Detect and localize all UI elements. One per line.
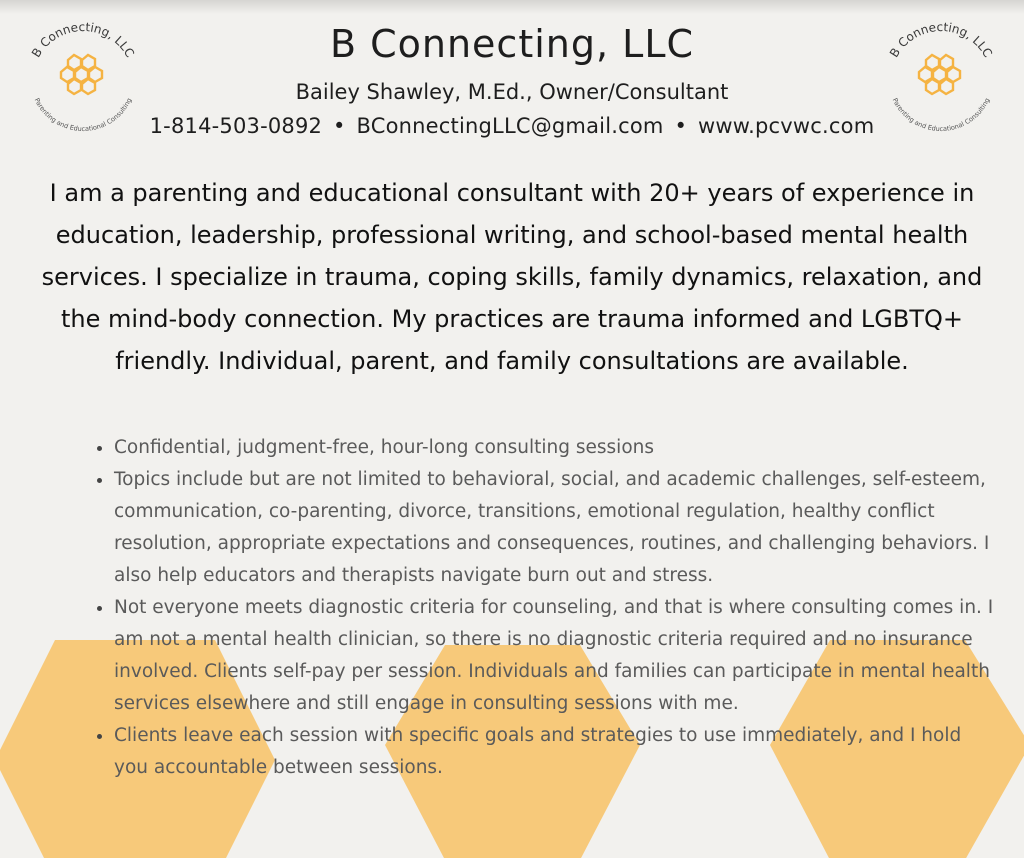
- header: [0, 18, 1024, 142]
- list-item: • Topics include but are not limited to behavioral, social, and academic challenges, self-esteem, communication, co-parenting, divorce, transitions, emotional regulation, healthy conflict resolution, appropriate expectations and consequences, routines, and challenging behaviors. I also help educators and therapists navigate burn out and stress.: [114, 464, 994, 592]
- logo-ring-bottom-text: Parenting and Educational Consulting: [32, 96, 134, 134]
- separator-dot: •: [333, 114, 346, 138]
- list-item: • Confidential, judgment-free, hour-long consulting sessions: [114, 432, 994, 464]
- phone-number[interactable]: 1-814-503-0892: [149, 114, 323, 138]
- list-item: • Not everyone meets diagnostic criteria for counseling, and that is where consulting comes in. I am not a mental health clinician, so there is no diagnostic criteria required and no insurance involved. Clients self-pay per session. Individuals and families can participate in mental health services elsewhere and still engage in consulting sessions with me.: [114, 592, 994, 720]
- logo-ring-top-text: B Connecting, LLC: [28, 19, 138, 60]
- intro-paragraph: I am a parenting and educational consultant with 20+ years of experience in education, leadership, professional writing, and school-based mental health services. I specialize in trauma, coping skills, family dynamics, relaxation, and the mind-body connection. My practices are trauma informed and LGBTQ+ friendly. Individual, parent, and family consultations are available.: [41, 179, 983, 375]
- owner-line: Bailey Shawley, M.Ed., Owner/Consultant: [295, 80, 729, 104]
- logo-ring-top-text: B Connecting, LLC: [886, 19, 996, 60]
- contact-line: [0, 110, 1024, 142]
- website-link[interactable]: www.pcvwc.com: [697, 114, 875, 138]
- logo-ring-bottom-text: Parenting and Educational Consulting: [890, 96, 992, 134]
- list-item: • Clients leave each session with specific goals and strategies to use immediately, and I hold you accountable between sessions.: [114, 720, 994, 784]
- separator-dot: •: [674, 114, 688, 138]
- email-link[interactable]: BConnectingLLC@gmail.com: [356, 114, 664, 138]
- service-bullet-list: [80, 432, 994, 784]
- page-title: B Connecting, LLC: [329, 22, 695, 66]
